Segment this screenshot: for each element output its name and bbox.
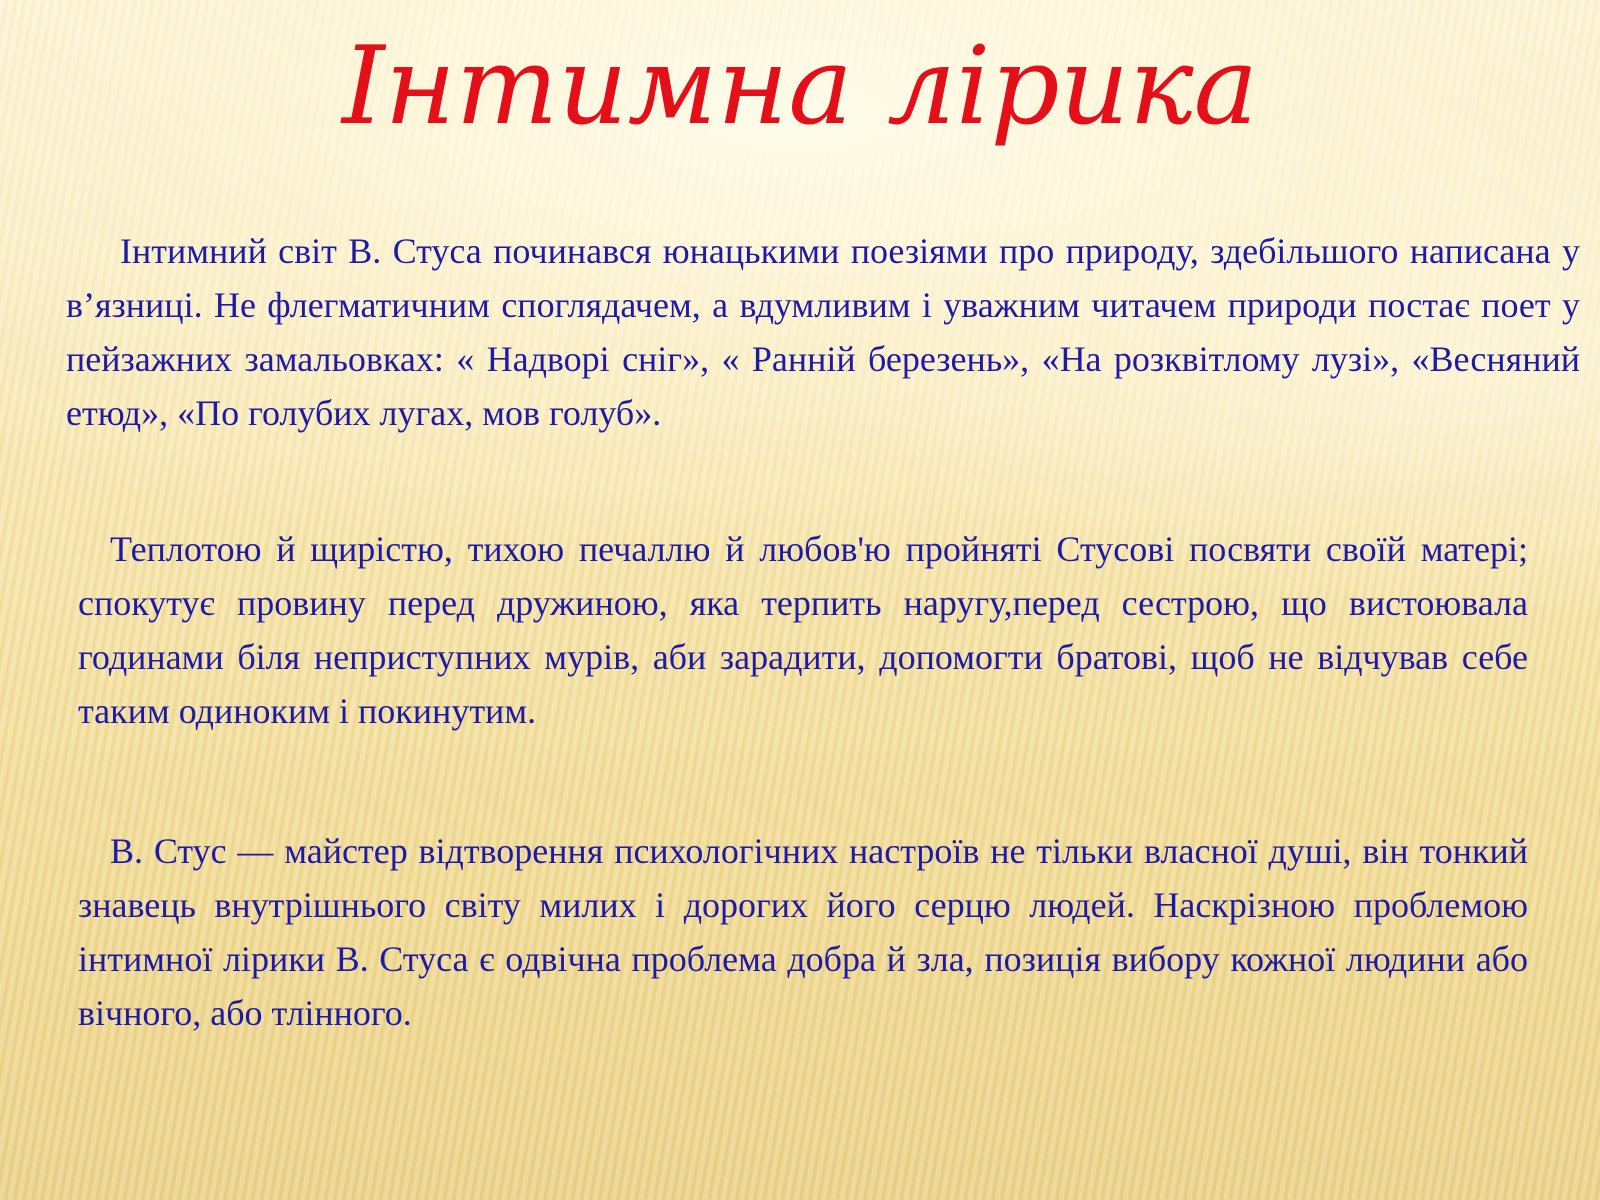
paragraph-psychological-mastery: В. Стус — майстер відтворення психологічних настроїв не тільки власної душі, він тонкий знавець внутрішнього світу милих і дорогих його серцю людей. Наскрізною проблемою інтимної лірики В. Стуса є одвічна проблема добра й зла, позиція вибору кожної людини або вічного, або тлінного. [78,831,1528,1033]
paragraph-nature-poems: Інтимний світ В. Стуса починався юнацькими поезіями про природу, здебільшого написана у в’язниці. Не флегматичним споглядачем, а вдумливим і уважним читачем природи постає поет у пейзажних замальовках: « Надворі сніг», « Ранній березень», «На розквітлому лузі», «Весняний етюд», «По голубих лугах, мов голуб». [66,231,1580,433]
paragraph-family-dedications: Теплотою й щирістю, тихою печаллю й любов'ю пройняті Стусові посвяти своїй матері; спокутує провину перед дружиною, яка терпить наругу,перед сестрою, що вистоювала годинами біля неприступних мурів, аби зарадити, допомогти братові, щоб не відчував себе таким одиноким і покинутим. [78,529,1528,731]
slide-title: Інтимна лірика [341,24,1259,149]
